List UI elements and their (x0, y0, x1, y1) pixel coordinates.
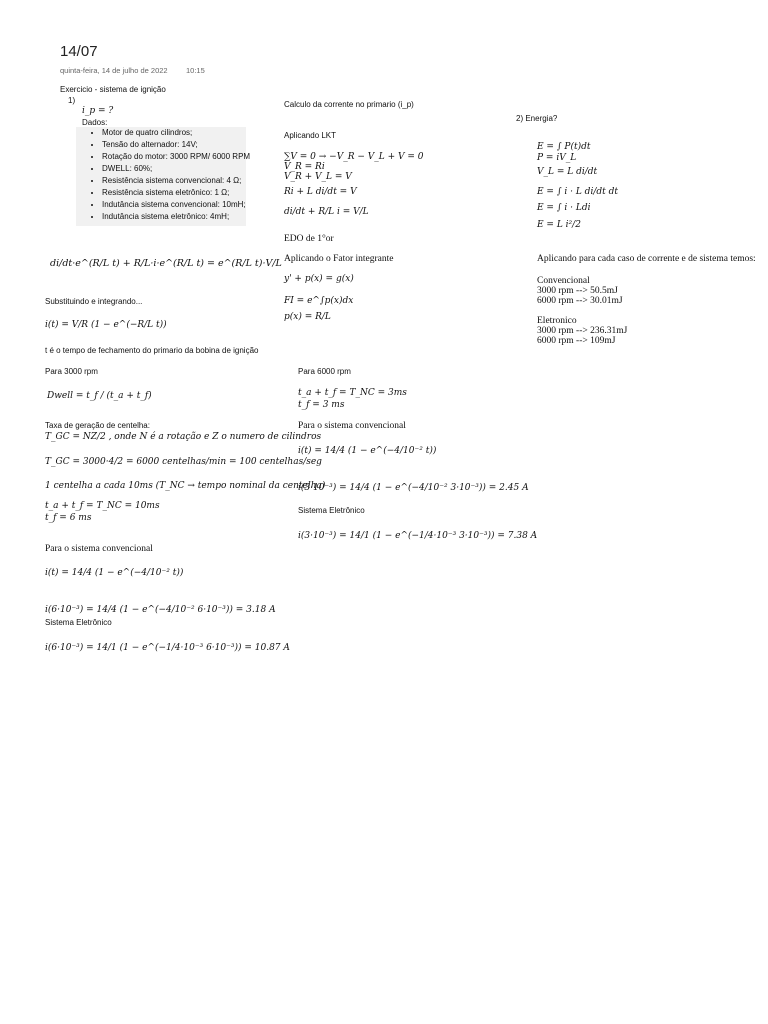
di-dt-equation: di/dt + R/L i = V/L (284, 207, 369, 217)
substituting-text: Substituindo e integrando... (45, 297, 143, 306)
electronic-energy-heading: Eletronico (537, 316, 577, 326)
apply-cases-text: Aplicando para cada caso de corrente e de sistema temos: (537, 254, 756, 264)
lkt-heading: Aplicando LKT (284, 131, 337, 140)
edo-label: EDO de 1°or (284, 234, 334, 244)
energy-eq-3: V_L = L di/dt (537, 167, 598, 177)
energy-eq-1: E = ∫ P(t)dt (537, 142, 591, 152)
vr-vl-equation: V_R + V_L = V (284, 172, 352, 182)
rpm-3000-heading: Para 3000 rpm (45, 367, 98, 376)
ode-equation: di/dt·e^(R/L t) + R/L·i·e^(R/L t) = e^(R/L t)·V/L (50, 258, 282, 269)
electronic-6000-heading: Sistema Eletrônico (298, 506, 365, 515)
conventional-current-equation: i(t) = 14/4 (1 − e^(−4/10⁻² t)) (45, 568, 184, 578)
dados-item: • Resistência sistema eletrônico: 1 Ω; (102, 188, 242, 197)
energy-eq-2: P = iV_L (537, 153, 577, 163)
ta-tf-6000-equation: t_a + t_f = T_NC = 3ms (298, 388, 407, 398)
conventional-energy-3000: 3000 rpm --> 50.5mJ (537, 286, 618, 296)
tf-6000-equation: t_f = 3 ms (298, 400, 345, 410)
dados-item: • Indutância sistema convencional: 10mH; (102, 200, 242, 209)
primary-current-title: Calculo da corrente no primario (i_p) (284, 100, 414, 109)
spark-period: 1 centelha a cada 10ms (T_NC → tempo nominal da centelha) (45, 481, 326, 491)
conventional-6000-heading: Para o sistema convencional (298, 421, 406, 431)
dados-item: • DWELL: 60%; (102, 164, 242, 173)
tgc-definition: T_GC = NZ/2 , onde N é a rotação e Z o numero de cilindros (45, 432, 322, 442)
electronic-energy-3000: 3000 rpm --> 236.31mJ (537, 326, 628, 336)
dados-item: • Rotação do motor: 3000 RPM/ 6000 RPM (102, 152, 242, 161)
linear-ode-form: y' + p(x) = g(x) (284, 274, 354, 284)
t-description: t é o tempo de fechamento do primario da bobina de ignição (45, 346, 259, 355)
current-equation: i(t) = V/R (1 − e^(−R/L t)) (45, 320, 167, 330)
ta-tf-equation: t_a + t_f = T_NC = 10ms (45, 501, 160, 511)
conventional-6000-equation: i(t) = 14/4 (1 − e^(−4/10⁻² t)) (298, 446, 437, 456)
dados-item: • Indutância sistema eletrônico: 4mH; (102, 212, 242, 221)
dados-item: • Tensão do alternador: 14V; (102, 140, 242, 149)
rpm-6000-heading: Para 6000 rpm (298, 367, 351, 376)
kvl-equation: ∑V = 0 → −V_R − V_L + V = 0 (284, 152, 424, 162)
energy-eq-5: E = ∫ i · Ldi (537, 203, 591, 213)
electronic-current-value: i(6·10⁻³) = 14/1 (1 − e^(−1/4·10⁻³ 6·10⁻³)) = 10.87 A (45, 643, 290, 653)
conventional-heading: Para o sistema convencional (45, 544, 153, 554)
conventional-energy-heading: Convencional (537, 276, 590, 286)
tgc-value: T_GC = 3000·4/2 = 6000 centelhas/min = 100 centelhas/seg (45, 457, 322, 467)
tf-equation: t_f = 6 ms (45, 513, 92, 523)
dados-list-box (76, 127, 251, 226)
dwell-equation: Dwell = t_f / (t_a + t_f) (47, 391, 152, 401)
dados-list (90, 128, 251, 221)
spark-rate-label: Taxa de geração de centelha: (45, 421, 150, 430)
dados-item: • Motor de quatro cilindros; (102, 128, 242, 137)
energy-eq-4: E = ∫ i · L di/dt dt (537, 187, 618, 197)
electronic-energy-6000: 6000 rpm --> 109mJ (537, 336, 616, 346)
integrating-factor-equation: FI = e^∫p(x)dx (284, 296, 354, 306)
conventional-current-value: i(6·10⁻³) = 14/4 (1 − e^(−4/10⁻² 6·10⁻³)) = 3.18 A (45, 605, 276, 615)
page-date: quinta-feira, 14 de julho de 2022 (60, 66, 168, 75)
energy-eq-6: E = L i²/2 (537, 220, 581, 230)
dados-label: Dados: (82, 118, 108, 127)
conventional-energy-6000: 6000 rpm --> 30.01mJ (537, 296, 623, 306)
energy-heading: 2) Energia? (516, 114, 558, 123)
vr-equation: V_R = Ri (284, 162, 325, 172)
page-time: 10:15 (186, 66, 205, 75)
ip-equation: i_p = ? (82, 106, 114, 116)
electronic-heading: Sistema Eletrônico (45, 618, 112, 627)
electronic-6000-value: i(3·10⁻³) = 14/1 (1 − e^(−1/4·10⁻³ 3·10⁻³)) = 7.38 A (298, 531, 538, 541)
ri-equation: Ri + L di/dt = V (284, 187, 357, 197)
integrating-factor-heading: Aplicando o Fator integrante (284, 254, 394, 264)
item-number: 1) (68, 96, 76, 105)
page-title: 14/07 (60, 43, 98, 60)
conventional-6000-value: i(3·10⁻³) = 14/4 (1 − e^(−4/10⁻² 3·10⁻³)) = 2.45 A (298, 483, 529, 493)
px-equation: p(x) = R/L (284, 312, 331, 322)
dados-item: • Resistência sistema convencional: 4 Ω; (102, 176, 242, 185)
exercise-title: Exercicio - sistema de ignição (60, 85, 166, 94)
